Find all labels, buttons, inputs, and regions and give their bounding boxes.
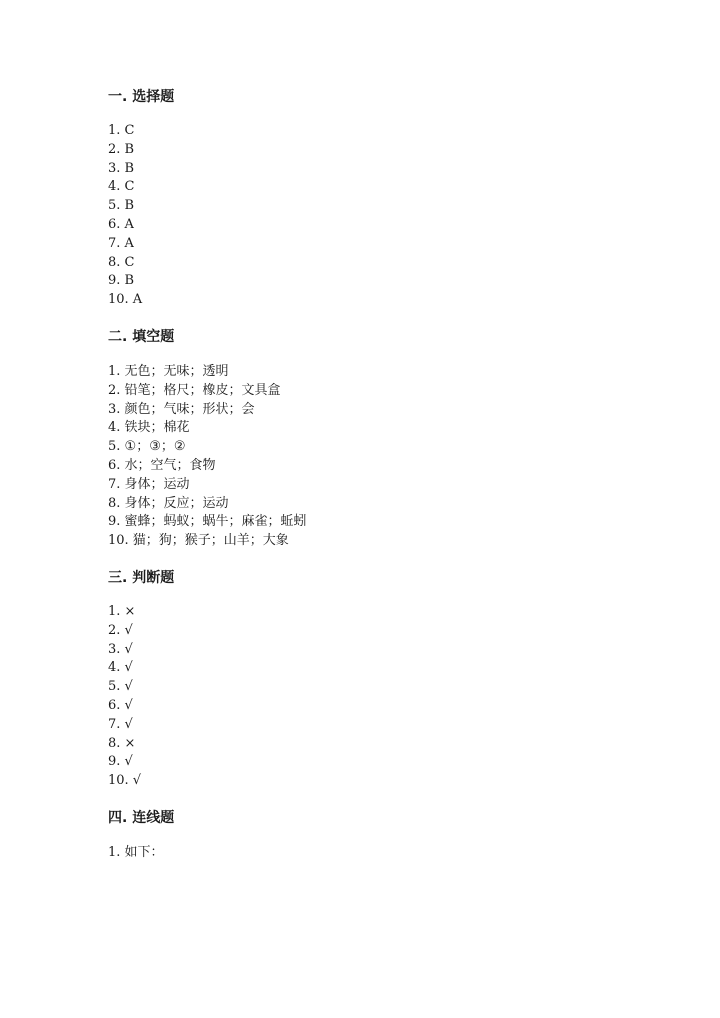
answer-item: 8. C [108,254,135,270]
answer-item: 10. √ [108,773,142,789]
section-title-choice: 一. 选择题 [108,89,175,105]
answer-item: 7. 身体；运动 [108,476,190,492]
answer-item: 8. × [108,735,136,751]
answer-item: 9. B [108,273,135,289]
answer-item: 5. √ [108,679,133,695]
answer-item: 2. 铅笔；格尺；橡皮；文具盒 [108,382,281,398]
answer-item: 6. 水；空气；食物 [108,457,216,473]
answer-item: 10. 猫；狗；猴子；山羊；大象 [108,533,289,549]
fill-blank-answers [108,363,307,551]
answer-item: 9. 蜜蜂；蚂蚁；蜗牛；麻雀；蚯蚓 [108,514,307,530]
answer-item: 1. C [108,123,135,138]
true-false-answers [108,603,141,791]
answer-item: 5. ①；③；② [108,439,186,455]
section-title-true-false: 三. 判断题 [108,570,175,586]
answer-item: 1. 无色；无味；透明 [108,364,229,379]
answer-item: 5. B [108,198,135,214]
section-title-fill-blank: 二. 填空题 [108,329,175,345]
answer-item: 4. √ [108,660,133,676]
answer-item: 1. × [108,604,136,619]
answer-item: 3. B [108,160,135,176]
answer-item: 4. 铁块；棉花 [108,420,190,436]
answer-item: 8. 身体；反应；运动 [108,495,229,511]
answer-item: 4. C [108,179,135,195]
answer-item: 7. A [108,235,134,251]
section-title-matching: 四. 连线题 [108,810,175,826]
answer-item: 6. A [108,216,134,232]
answer-item: 2. √ [108,622,133,638]
answer-item: 9. √ [108,754,133,770]
answer-item: 3. √ [108,641,133,657]
choice-answers [108,122,142,310]
answer-item: 2. B [108,141,135,157]
answer-item: 1. 如下： [108,845,164,860]
answer-item: 6. √ [108,697,133,713]
answer-item: 10. A [108,292,143,308]
answer-item: 7. √ [108,716,133,732]
matching-answers [108,844,164,863]
answer-item: 3. 颜色；气味；形状；会 [108,401,255,417]
